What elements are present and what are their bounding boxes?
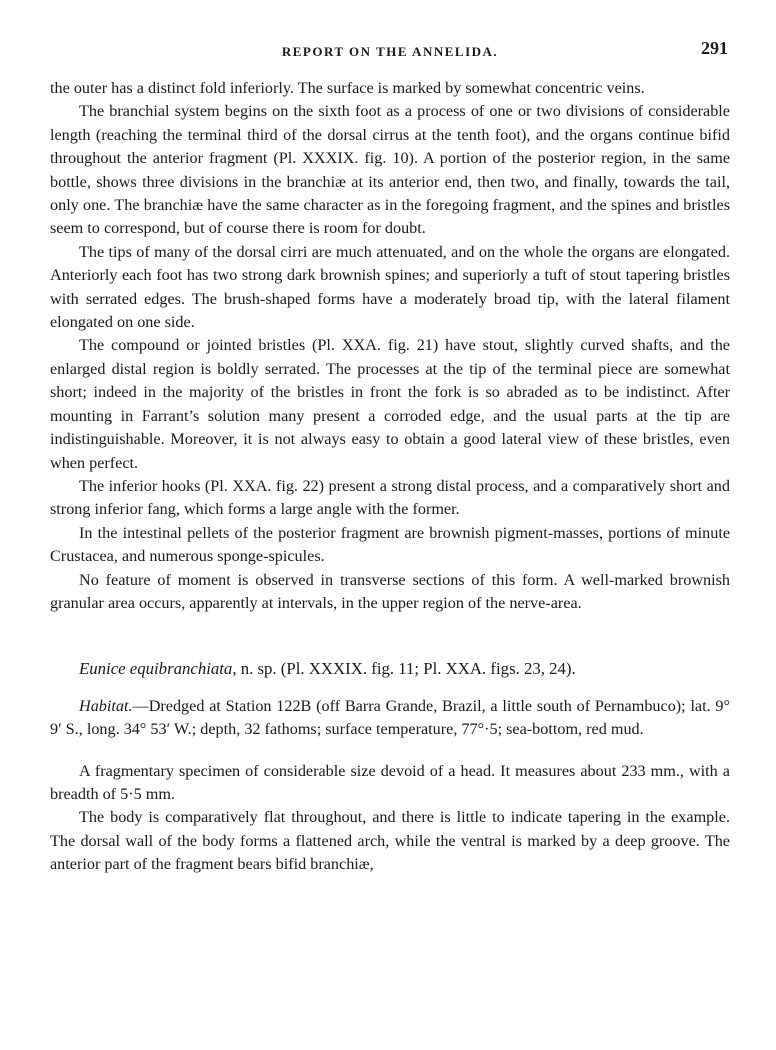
running-head (50, 38, 730, 68)
habitat-text: —Dredged at Station 122B (off Barra Grande, Brazil, a little south of Pernambuco); lat. 9° 9′ S., long. 34° 53′ W.; depth, 32 fathoms; surface temperature, 77°·5; sea-bottom, red mud. (50, 696, 730, 739)
paragraph-intestinal-pellets: In the intestinal pellets of the posterior fragment are brownish pigment-masses, portions of minute Crustacea, and numerous sponge-spicules. (50, 523, 730, 566)
paragraph-continuation: the outer has a distinct fold inferiorly. The surface is marked by somewhat concentric veins. (50, 79, 645, 97)
page (50, 38, 730, 877)
habitat-paragraph (50, 695, 730, 742)
description-text (50, 760, 730, 877)
paragraph-branchial-system: The branchial system begins on the sixth foot as a process of one or two divisions of considerable length (reaching the terminal third of the dorsal cirrus at the tenth foot), and the organs continue bifid throughout the anterior fragment (Pl. XXXIX. fig. 10). A portion of the posterior region, in the same bottle, shows three divisions in the branchiæ at its anterior end, then two, and finally, towards the tail, only one. The branchiæ have the same character as in the foregoing fragment, and the spines and bristles seem to correspond, but of course there is room for doubt. (50, 102, 730, 238)
species-heading (50, 657, 730, 680)
paragraph-specimen-size: A fragmentary specimen of considerable size devoid of a head. It measures about 233 mm., with a breadth of 5·5 mm. (50, 761, 730, 803)
species-references: , n. sp. (Pl. XXXIX. fig. 11; Pl. XXA. figs. 23, 24). (232, 659, 576, 679)
paragraph-body-shape: The body is comparatively flat throughout, and there is little to indicate tapering in the example. The dorsal wall of the body forms a flattened arch, while the ventral is marked by a deep groove. The anterior part of the fragment bears bifid branchiæ, (50, 808, 730, 874)
habitat-label: Habitat. (79, 696, 133, 715)
body-text (50, 77, 730, 615)
page-number: 291 (701, 38, 728, 58)
species-name: Eunice equibranchiata (79, 659, 233, 679)
paragraph-dorsal-cirri: The tips of many of the dorsal cirri are much attenuated, and on the whole the organs are elongated. Anteriorly each foot has two strong dark brownish spines; and superiorly a tuft of stout tapering bristles with serrated edges. The brush-shaped forms have a moderately broad tip, with the lateral filament elongated on one side. (50, 242, 730, 332)
paragraph-compound-bristles: The compound or jointed bristles (Pl. XXA. fig. 21) have stout, slightly curved shafts, and the enlarged distal region is boldly serrated. The processes at the tip of the terminal piece are somewhat short; indeed in the majority of the bristles in front the fork is so abraded as to be indistinct. After mounting in Farrant’s solution many present a corroded edge, and the usual parts at the tip are indistinguishable. Moreover, it is not always easy to obtain a good lateral view of these bristles, even when perfect. (50, 336, 730, 472)
running-title: REPORT ON THE ANNELIDA. (281, 44, 499, 59)
paragraph-transverse-sections: No feature of moment is observed in transverse sections of this form. A well-marked brownish granular area occurs, apparently at intervals, in the upper region of the nerve-area. (50, 570, 730, 612)
paragraph-inferior-hooks: The inferior hooks (Pl. XXA. fig. 22) present a strong distal process, and a comparatively short and strong inferior fang, which forms a large angle with the former. (50, 476, 730, 519)
